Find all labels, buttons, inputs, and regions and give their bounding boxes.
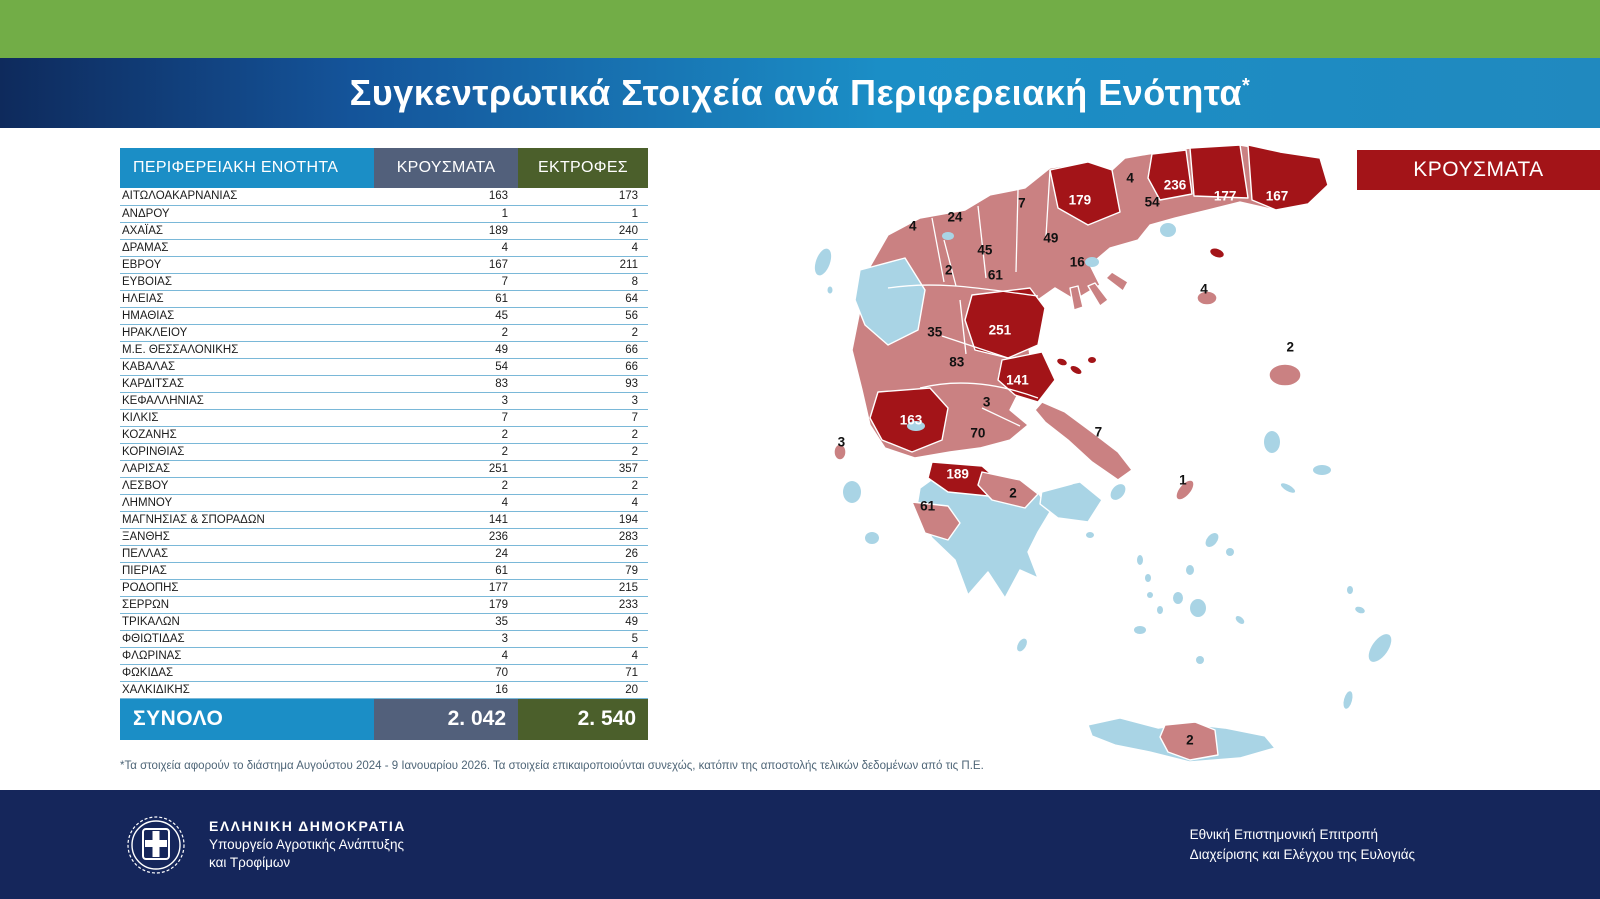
table-row bbox=[120, 562, 648, 579]
footnote: *Τα στοιχεία αφορούν το διάστημα Αυγούστου 2024 - 9 Ιανουαρίου 2026. Τα στοιχεία επικαιροποιούνται συνεχώς, κατόπιν της αποστολής τελικών δεδομένων από τις Π.Ε. bbox=[120, 760, 984, 772]
cases-cell: 83 bbox=[374, 375, 518, 392]
region-name-cell: ΧΑΛΚΙΔΙΚΗΣ bbox=[120, 681, 374, 698]
farms-cell: 4 bbox=[518, 647, 648, 664]
region-name-cell: ΗΡΑΚΛΕΙΟΥ bbox=[120, 324, 374, 341]
region-name-cell: ΣΕΡΡΩΝ bbox=[120, 596, 374, 613]
map-value-label: 189 bbox=[946, 466, 969, 482]
map-value-label: 7 bbox=[1018, 195, 1026, 211]
footer bbox=[0, 790, 1600, 899]
table-row bbox=[120, 579, 648, 596]
farms-cell: 2 bbox=[518, 477, 648, 494]
page-title-text: Συγκεντρωτικά Στοιχεία ανά Περιφερειακή Ενότητα bbox=[349, 72, 1243, 113]
cases-cell: 2 bbox=[374, 426, 518, 443]
table-row bbox=[120, 409, 648, 426]
committee-line1: Εθνική Επιστημονική Επιτροπή bbox=[1189, 826, 1378, 842]
farms-cell: 233 bbox=[518, 596, 648, 613]
ministry-block bbox=[209, 817, 406, 872]
farms-cell: 283 bbox=[518, 528, 648, 545]
farms-cell: 4 bbox=[518, 494, 648, 511]
table-row bbox=[120, 647, 648, 664]
table-row bbox=[120, 494, 648, 511]
table-row bbox=[120, 205, 648, 222]
cases-cell: 4 bbox=[374, 494, 518, 511]
cases-cell: 4 bbox=[374, 647, 518, 664]
farms-cell: 215 bbox=[518, 579, 648, 596]
region-name-cell: ΚΟΖΑΝΗΣ bbox=[120, 426, 374, 443]
table-row bbox=[120, 188, 648, 205]
map-value-label: 4 bbox=[1200, 281, 1208, 297]
total-farms: 2. 540 bbox=[518, 698, 648, 740]
map-value-label: 83 bbox=[949, 354, 965, 370]
map-value-label: 2 bbox=[945, 262, 953, 278]
table-row bbox=[120, 290, 648, 307]
table-row bbox=[120, 222, 648, 239]
region-name-cell: ΛΕΣΒΟΥ bbox=[120, 477, 374, 494]
content-area bbox=[0, 128, 1600, 790]
region-name-cell: ΑΙΤΩΛΟΑΚΑΡΝΑΝΙΑΣ bbox=[120, 188, 374, 205]
farms-cell: 66 bbox=[518, 341, 648, 358]
map-value-label: 179 bbox=[1068, 192, 1092, 208]
region-name-cell: ΕΥΒΟΙΑΣ bbox=[120, 273, 374, 290]
table-row bbox=[120, 596, 648, 613]
map-value-label: 24 bbox=[947, 209, 963, 225]
region-name-cell: ΚΟΡΙΝΘΙΑΣ bbox=[120, 443, 374, 460]
cases-cell: 35 bbox=[374, 613, 518, 630]
region-name-cell: ΠΕΛΛΑΣ bbox=[120, 545, 374, 562]
farms-cell: 4 bbox=[518, 239, 648, 256]
cases-cell: 54 bbox=[374, 358, 518, 375]
regional-data-table bbox=[120, 148, 648, 740]
map-value-label: 7 bbox=[1094, 424, 1103, 440]
cases-cell: 61 bbox=[374, 562, 518, 579]
table-row bbox=[120, 273, 648, 290]
committee-line2: Διαχείρισης και Ελέγχου της Ευλογιάς bbox=[1189, 846, 1415, 862]
cases-cell: 3 bbox=[374, 392, 518, 409]
cases-cell: 141 bbox=[374, 511, 518, 528]
farms-cell: 194 bbox=[518, 511, 648, 528]
map-value-label: 167 bbox=[1265, 188, 1289, 204]
farms-cell: 26 bbox=[518, 545, 648, 562]
farms-cell: 8 bbox=[518, 273, 648, 290]
map-value-label: 45 bbox=[977, 242, 993, 258]
farms-cell: 2 bbox=[518, 443, 648, 460]
region-name-cell: Μ.Ε. ΘΕΣΣΑΛΟΝΙΚΗΣ bbox=[120, 341, 374, 358]
cases-cell: 4 bbox=[374, 239, 518, 256]
title-bar bbox=[0, 58, 1600, 128]
map-value-label: 4 bbox=[1126, 170, 1134, 186]
farms-cell: 64 bbox=[518, 290, 648, 307]
cases-cell: 189 bbox=[374, 222, 518, 239]
map-value-label: 141 bbox=[1006, 372, 1029, 388]
map-value-label: 2 bbox=[1009, 485, 1017, 501]
cases-cell: 1 bbox=[374, 205, 518, 222]
farms-cell: 79 bbox=[518, 562, 648, 579]
top-green-bar bbox=[0, 0, 1600, 58]
table-row bbox=[120, 528, 648, 545]
map-value-label: 49 bbox=[1043, 230, 1059, 246]
region-name-cell: ΚΑΡΔΙΤΣΑΣ bbox=[120, 375, 374, 392]
region-name-cell: ΦΛΩΡΙΝΑΣ bbox=[120, 647, 374, 664]
region-name-cell: ΚΕΦΑΛΛΗΝΙΑΣ bbox=[120, 392, 374, 409]
table-row bbox=[120, 358, 648, 375]
table-row bbox=[120, 392, 648, 409]
farms-cell: 2 bbox=[518, 324, 648, 341]
table-row bbox=[120, 324, 648, 341]
map-value-label: 35 bbox=[927, 324, 943, 340]
region-name-cell: ΞΑΝΘΗΣ bbox=[120, 528, 374, 545]
farms-cell: 71 bbox=[518, 664, 648, 681]
cases-cell: 70 bbox=[374, 664, 518, 681]
farms-cell: 49 bbox=[518, 613, 648, 630]
total-label: ΣΥΝΟΛΟ bbox=[120, 698, 374, 740]
cases-cell: 7 bbox=[374, 273, 518, 290]
farms-cell: 93 bbox=[518, 375, 648, 392]
page-title bbox=[350, 72, 1251, 114]
farms-cell: 56 bbox=[518, 307, 648, 324]
farms-cell: 66 bbox=[518, 358, 648, 375]
cases-cell: 2 bbox=[374, 477, 518, 494]
region-name-cell: ΦΩΚΙΔΑΣ bbox=[120, 664, 374, 681]
table-total-row bbox=[120, 698, 648, 740]
org-title: ΕΛΛΗΝΙΚΗ ΔΗΜΟΚΡΑΤΙΑ bbox=[209, 817, 406, 834]
table-row bbox=[120, 613, 648, 630]
farms-cell: 5 bbox=[518, 630, 648, 647]
table-row bbox=[120, 239, 648, 256]
table-row bbox=[120, 256, 648, 273]
region-name-cell: ΔΡΑΜΑΣ bbox=[120, 239, 374, 256]
cases-cell: 163 bbox=[374, 188, 518, 205]
farms-cell: 357 bbox=[518, 460, 648, 477]
org-line2: και Τροφίμων bbox=[209, 854, 291, 870]
map-value-label: 61 bbox=[987, 267, 1003, 283]
map-label-layer bbox=[720, 140, 1600, 780]
cases-cell: 61 bbox=[374, 290, 518, 307]
farms-cell: 240 bbox=[518, 222, 648, 239]
table-row bbox=[120, 375, 648, 392]
cases-cell: 2 bbox=[374, 324, 518, 341]
table-row bbox=[120, 307, 648, 324]
table-body bbox=[120, 188, 648, 698]
cases-cell: 7 bbox=[374, 409, 518, 426]
map-value-label: 3 bbox=[982, 394, 991, 410]
cases-cell: 45 bbox=[374, 307, 518, 324]
cases-cell: 167 bbox=[374, 256, 518, 273]
map-value-label: 251 bbox=[988, 322, 1012, 338]
cases-cell: 24 bbox=[374, 545, 518, 562]
map-value-label: 61 bbox=[920, 498, 936, 514]
map-value-label: 70 bbox=[970, 425, 986, 441]
cases-cell: 236 bbox=[374, 528, 518, 545]
farms-cell: 3 bbox=[518, 392, 648, 409]
region-name-cell: ΠΙΕΡΙΑΣ bbox=[120, 562, 374, 579]
farms-cell: 211 bbox=[518, 256, 648, 273]
table-row bbox=[120, 681, 648, 698]
table-row bbox=[120, 460, 648, 477]
cases-cell: 251 bbox=[374, 460, 518, 477]
region-name-cell: ΚΙΛΚΙΣ bbox=[120, 409, 374, 426]
column-header-region: ΠΕΡΙΦΕΡΕΙΑΚΗ ΕΝΟΤΗΤΑ bbox=[120, 148, 374, 188]
cases-cell: 2 bbox=[374, 443, 518, 460]
page-title-asterisk: * bbox=[1242, 75, 1251, 97]
map-legend-banner: ΚΡΟΥΣΜΑΤΑ bbox=[1357, 150, 1600, 190]
map-value-label: 16 bbox=[1069, 254, 1085, 270]
regional-data-table-panel bbox=[120, 148, 648, 740]
farms-cell: 173 bbox=[518, 188, 648, 205]
greece-choropleth-map bbox=[720, 140, 1600, 780]
greek-republic-emblem-icon bbox=[125, 814, 187, 876]
region-name-cell: ΑΝΔΡΟΥ bbox=[120, 205, 374, 222]
farms-cell: 1 bbox=[518, 205, 648, 222]
region-name-cell: ΛΗΜΝΟΥ bbox=[120, 494, 374, 511]
table-row bbox=[120, 443, 648, 460]
table-row bbox=[120, 477, 648, 494]
region-name-cell: ΑΧΑΪΑΣ bbox=[120, 222, 374, 239]
org-line1: Υπουργείο Αγροτικής Ανάπτυξης bbox=[209, 836, 404, 852]
map-value-label: 1 bbox=[1179, 472, 1187, 488]
region-name-cell: ΚΑΒΑΛΑΣ bbox=[120, 358, 374, 375]
map-value-label: 163 bbox=[899, 412, 923, 428]
table-row bbox=[120, 630, 648, 647]
cases-cell: 177 bbox=[374, 579, 518, 596]
region-name-cell: ΗΜΑΘΙΑΣ bbox=[120, 307, 374, 324]
region-name-cell: ΛΑΡΙΣΑΣ bbox=[120, 460, 374, 477]
table-header bbox=[120, 148, 648, 188]
cases-cell: 16 bbox=[374, 681, 518, 698]
region-name-cell: ΜΑΓΝΗΣΙΑΣ & ΣΠΟΡΑΔΩΝ bbox=[120, 511, 374, 528]
column-header-cases: ΚΡΟΥΣΜΑΤΑ bbox=[374, 148, 518, 188]
map-value-label: 4 bbox=[908, 218, 917, 234]
region-name-cell: ΦΘΙΩΤΙΔΑΣ bbox=[120, 630, 374, 647]
region-name-cell: ΡΟΔΟΠΗΣ bbox=[120, 579, 374, 596]
map-value-label: 236 bbox=[1163, 177, 1187, 193]
table-row bbox=[120, 664, 648, 681]
farms-cell: 7 bbox=[518, 409, 648, 426]
table-row bbox=[120, 511, 648, 528]
column-header-farms: ΕΚΤΡΟΦΕΣ bbox=[518, 148, 648, 188]
map-value-label: 54 bbox=[1144, 194, 1160, 210]
farms-cell: 20 bbox=[518, 681, 648, 698]
farms-cell: 2 bbox=[518, 426, 648, 443]
cases-cell: 3 bbox=[374, 630, 518, 647]
committee-block bbox=[1190, 825, 1415, 864]
table-row bbox=[120, 545, 648, 562]
region-name-cell: ΤΡΙΚΑΛΩΝ bbox=[120, 613, 374, 630]
map-value-label: 3 bbox=[837, 434, 846, 450]
table-row bbox=[120, 426, 648, 443]
map-value-label: 2 bbox=[1286, 339, 1294, 355]
map-value-label: 177 bbox=[1213, 188, 1237, 204]
total-cases: 2. 042 bbox=[374, 698, 518, 740]
region-name-cell: ΗΛΕΙΑΣ bbox=[120, 290, 374, 307]
table-row bbox=[120, 341, 648, 358]
region-name-cell: ΕΒΡΟΥ bbox=[120, 256, 374, 273]
cases-cell: 49 bbox=[374, 341, 518, 358]
map-value-label: 2 bbox=[1186, 732, 1194, 748]
cases-cell: 179 bbox=[374, 596, 518, 613]
